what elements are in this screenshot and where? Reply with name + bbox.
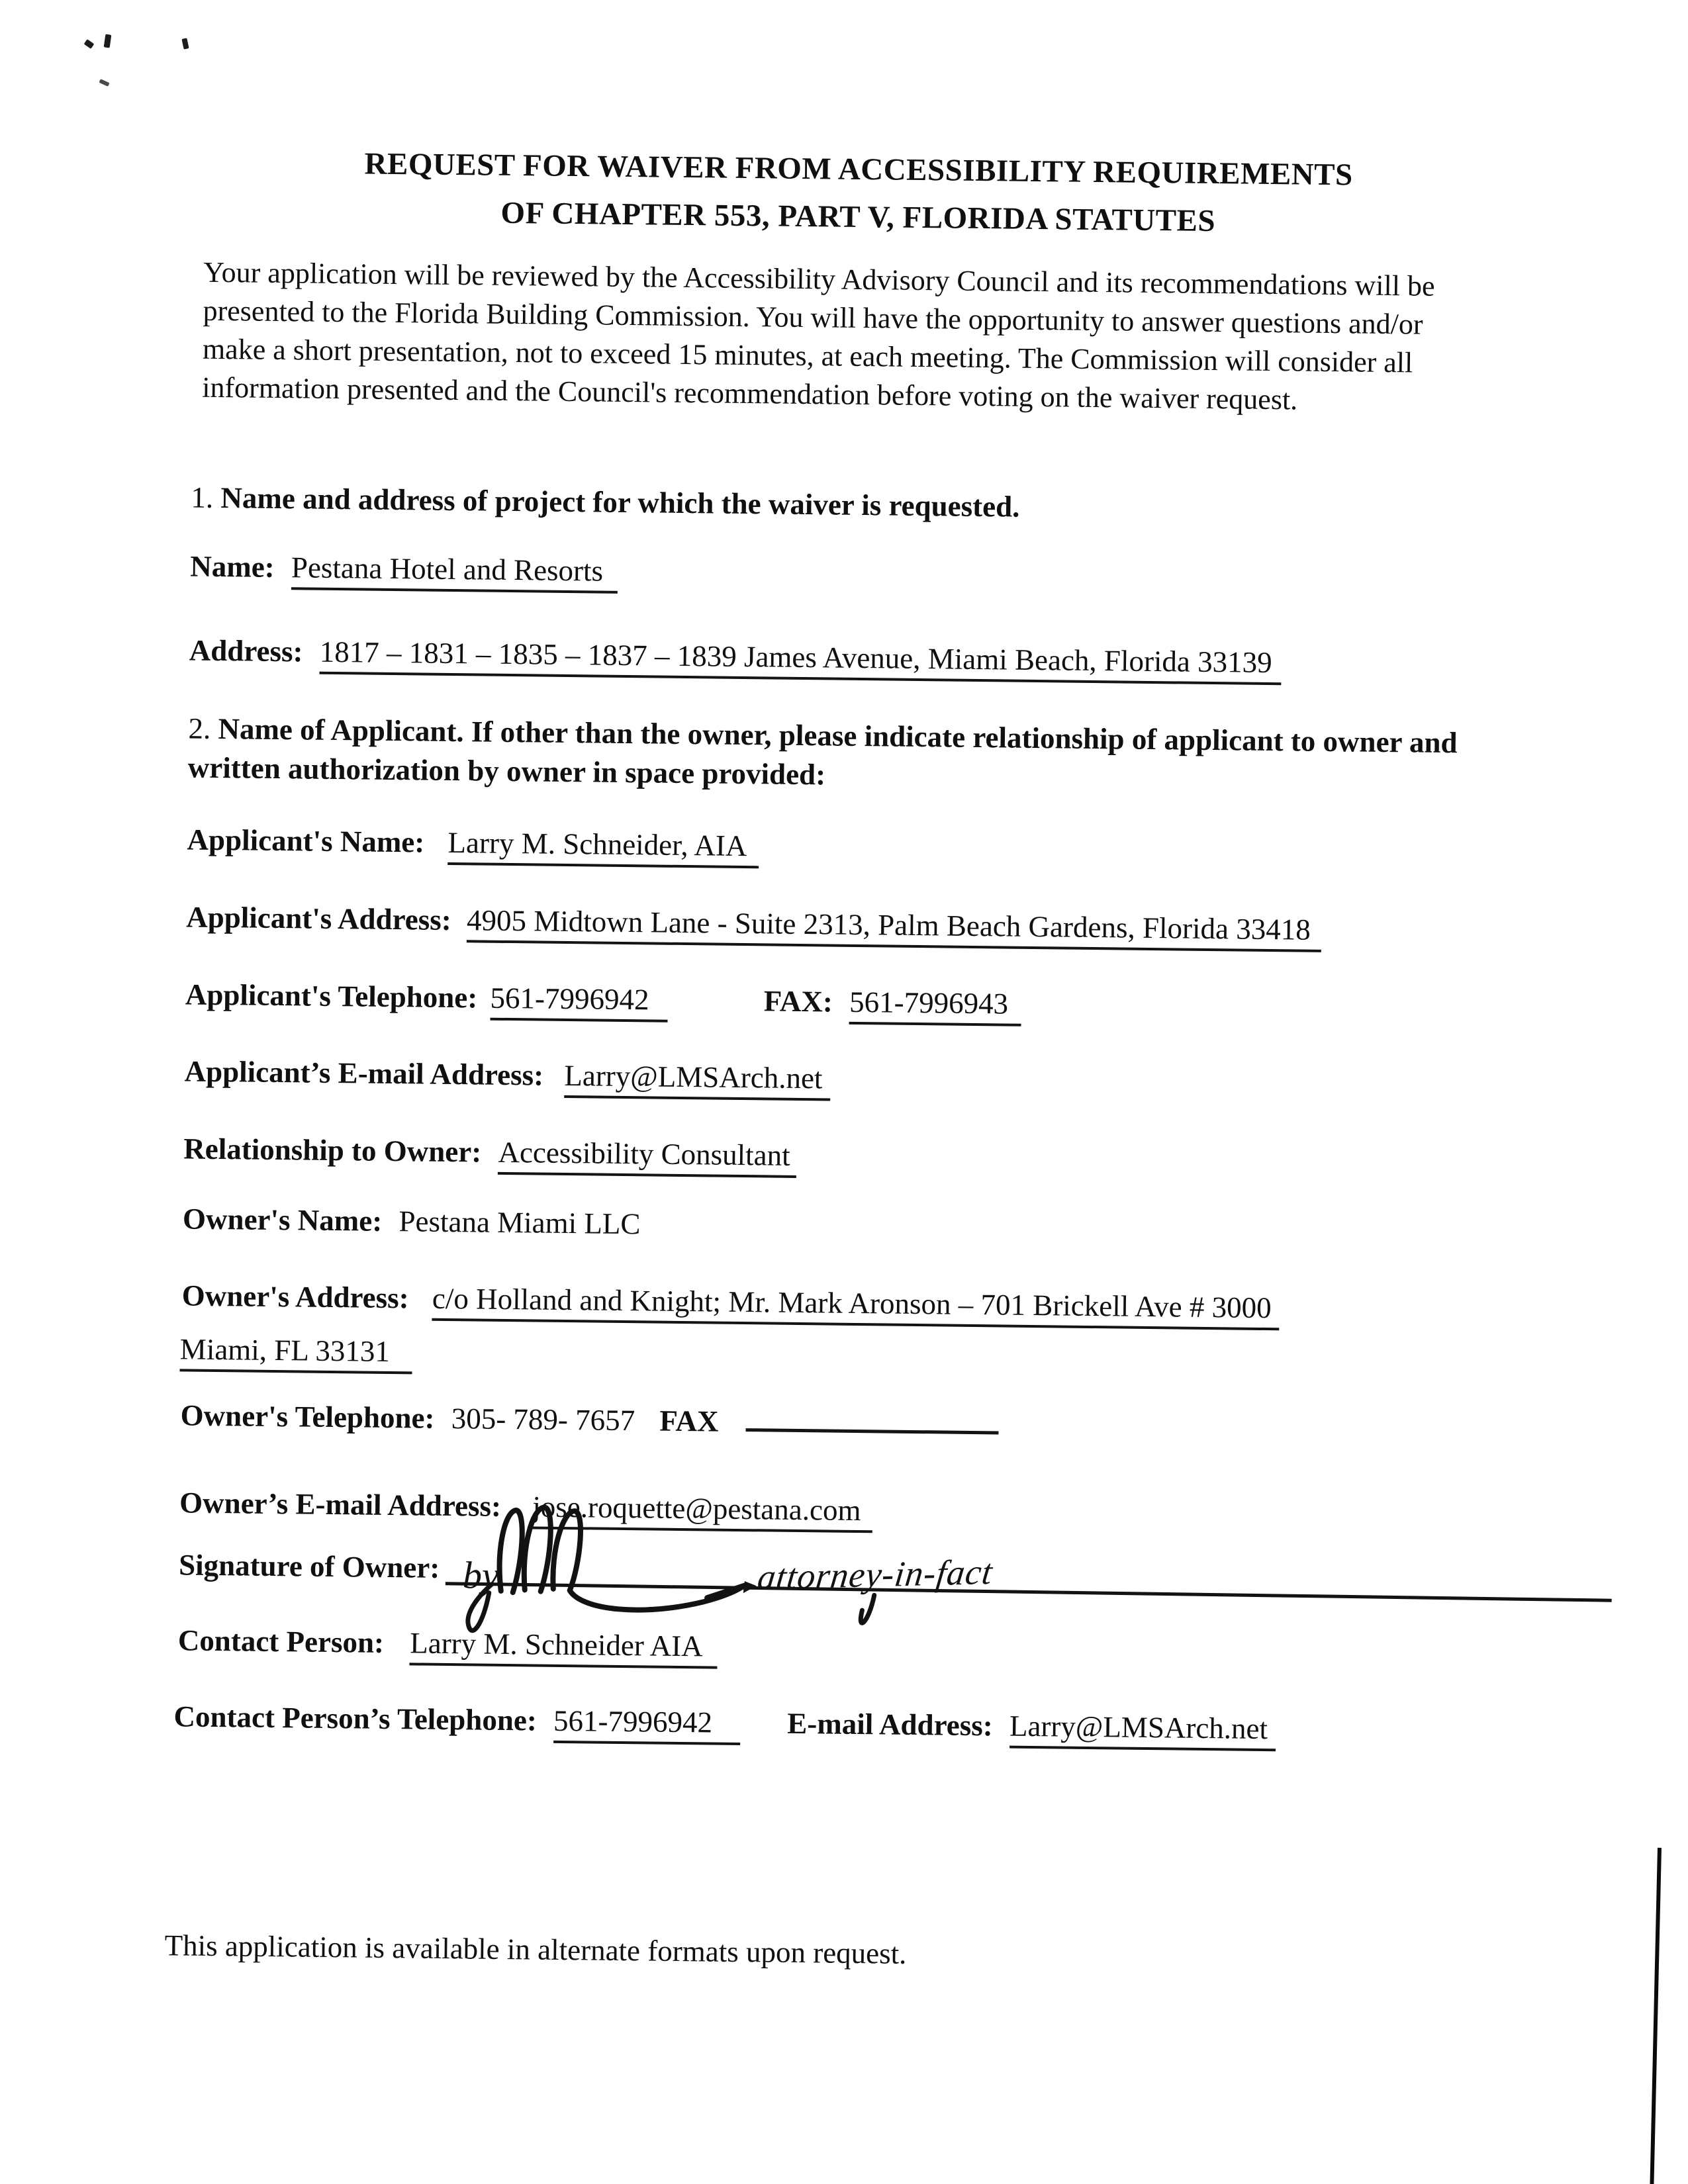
owner-address-row [181,1277,1280,1326]
applicant-fax-value: 561-7996943 [849,985,1022,1026]
contact-email-value: Larry@LMSArch.net [1009,1709,1276,1752]
project-name-label: Name: [189,549,275,584]
contact-telephone-value: 561-7996942 [553,1704,741,1745]
applicant-email-value: Larry@LMSArch.net [564,1059,831,1101]
signature-handwritten-text: attorney-in-fact [755,1552,996,1598]
contact-person-row [178,1621,718,1664]
owner-telephone-value: 305- 789- 7657 [451,1402,635,1437]
project-name-row [190,548,618,590]
owner-email-label: Owner’s E-mail Address: [179,1486,502,1523]
applicant-telephone-row [185,976,1022,1023]
owner-email-value: jose.roquette@pestana.com [532,1490,873,1533]
owner-telephone-row [180,1396,999,1443]
owner-address-row-line2 [180,1330,413,1370]
project-address-value: 1817 – 1831 – 1835 – 1837 – 1839 James Avenue, Miami Beach, Florida 33139 [319,635,1282,685]
owner-address-value-line1: c/o Holland and Knight; Mr. Mark Aronson – 701 Brickell Ave # 3000 [432,1282,1280,1331]
signature-row [179,1546,440,1586]
intro-paragraph: Your application will be reviewed by the Accessibility Advisory Council and its recommendations will be presented to the Florida Building Commission. You will have the opportunity to answer questions and/or make a short presentation, not to exceed 15 minutes, at each meeting. The Commission will consider all information presented and the Council's recommendation before voting on the waiver request. [202,255,1435,416]
owner-name-label: Owner's Name: [182,1202,383,1238]
contact-telephone-row [173,1698,1276,1747]
signature-flick-arrow [743,1581,757,1593]
applicant-fax-label: FAX: [763,984,833,1019]
applicant-email-label: Applicant’s E-mail Address: [184,1054,544,1092]
applicant-name-row [187,821,759,864]
relationship-value: Accessibility Consultant [498,1136,797,1178]
section1-heading: Name and address of project for which the waiver is requested. [220,481,1020,523]
contact-person-label: Contact Person: [177,1623,385,1659]
section1-number: 1. [191,480,214,514]
signature-loop-3 [553,1511,581,1590]
owner-fax-blank-line [746,1404,999,1434]
form-title-line2: OF CHAPTER 553, PART V, FLORIDA STATUTES [500,195,1216,239]
section1-heading-row [191,479,1535,531]
applicant-email-row [184,1052,830,1097]
signature-by-text: by [462,1553,500,1597]
owner-name-value: Pestana Miami LLC [399,1205,641,1241]
applicant-name-value: Larry M. Schneider, AIA [447,826,759,868]
applicant-name-label: Applicant's Name: [187,823,425,859]
section2-number: 2. [188,711,211,745]
applicant-address-label: Applicant's Address: [185,900,452,937]
signature-loop-1 [499,1510,522,1593]
form-title-line1: REQUEST FOR WAIVER FROM ACCESSIBILITY REQUIREMENTS [364,146,1353,193]
section2-heading-row [187,709,1532,802]
relationship-label: Relationship to Owner: [183,1132,482,1169]
owner-address-label: Owner's Address: [181,1279,409,1315]
project-address-label: Address: [189,633,303,668]
project-address-row [189,632,1282,682]
contact-email-label: E-mail Address: [787,1706,994,1743]
contact-telephone-label: Contact Person’s Telephone: [173,1700,538,1737]
signature-loop-2 [524,1507,551,1592]
applicant-address-value: 4905 Midtown Lane - Suite 2313, Palm Beach Gardens, Florida 33418 [467,903,1321,952]
relationship-row [183,1130,797,1174]
owner-address-value-line2: Miami, FL 33131 [179,1332,412,1374]
section2-heading: Name of Applicant. If other than the owner, please indicate relationship of applicant to owner and written authorization by owner in space provided: [187,712,1458,792]
applicant-telephone-value: 561-7996942 [490,981,668,1023]
signature-label: Signature of Owner: [178,1548,440,1584]
form-title [156,138,1560,249]
contact-person-value: Larry M. Schneider AIA [410,1626,718,1668]
owner-telephone-label: Owner's Telephone: [180,1398,435,1435]
signature-descender [861,1595,874,1623]
owner-name-row [183,1200,641,1242]
footer-note: This application is available in alternate formats upon request. [164,1929,907,1970]
applicant-telephone-label: Applicant's Telephone: [185,978,478,1015]
project-name-value: Pestana Hotel and Resorts [291,551,618,594]
owner-fax-label: FAX [659,1404,719,1438]
applicant-address-row [186,898,1321,948]
